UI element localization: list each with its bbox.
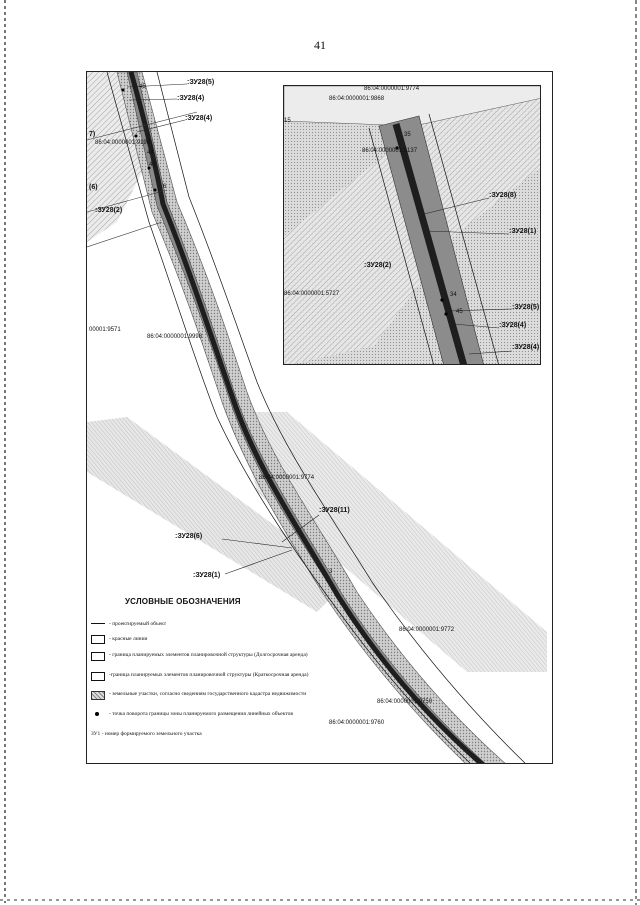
- label-parcel-9772: 86:04:0000001:9772: [399, 627, 455, 633]
- scan-edge-right: [635, 0, 637, 905]
- inset-label-zu28-2: :ЗУ28(2): [364, 262, 392, 269]
- legend-text: - красные линии: [109, 636, 148, 642]
- inset-label-pt-35: 35: [404, 132, 411, 138]
- label-pt-43: 43: [149, 162, 156, 168]
- inset-label-parcel-5727: 86:04:0000001:5727: [284, 291, 340, 297]
- label-parcel-9760: 86:04:0000001:9760: [329, 720, 385, 726]
- label-pt-44: 44: [147, 150, 154, 156]
- legend-symbol-box: [91, 652, 105, 661]
- label-parcel-9571: 00001:9571: [89, 327, 121, 333]
- inset-label-parcel-5137: 86:04:0000001:5137: [362, 148, 418, 154]
- inset-label-parcel-9868: 86:04:0000001:9868: [329, 96, 385, 102]
- page-number: 41: [314, 38, 326, 52]
- label-zu28-1: :ЗУ28(1): [193, 572, 221, 579]
- inset-turn-point: [444, 312, 447, 315]
- inset-label-pt-34: 34: [450, 292, 457, 298]
- scan-edge-left: [4, 0, 6, 905]
- label-zu28-4a: :ЗУ28(4): [177, 95, 205, 102]
- inset-label-parcel-top: 86:04:0000001:9774: [364, 86, 420, 92]
- legend-symbol-line: [91, 623, 105, 624]
- inset-label-pt-45: 45: [456, 309, 463, 315]
- scan-edge-bottom: [0, 899, 640, 901]
- legend-symbol-box: [91, 672, 105, 681]
- label-parcel-9750: 86:04:0000001:9750: [377, 699, 433, 705]
- label-pt-6: 6: [163, 184, 167, 190]
- label-pt-3: 3: [329, 569, 333, 575]
- legend-text: - земельные участки, согласно сведениям государственного кадастра недвижимости: [109, 691, 307, 697]
- label-parcel-9774: 86:04:0000001:9774: [259, 475, 315, 481]
- legend-text: ЗУ1 - номер формируемого земельного участка: [91, 731, 202, 737]
- map-frame: [86, 71, 553, 764]
- label-parcel-9198: 86:04:0000001:9198: [95, 140, 151, 146]
- label-zu28-6: :ЗУ28(6): [175, 533, 203, 540]
- inset-label-zu28-8: :ЗУ28(8): [489, 192, 517, 199]
- label-left-6: (6): [89, 184, 98, 191]
- turn-point: [154, 189, 157, 192]
- label-left-7: 7): [89, 131, 96, 138]
- legend-title: УСЛОВНЫЕ ОБОЗНАЧЕНИЯ: [125, 597, 241, 606]
- legend-text: -граница планируемых элементов планировочной структуры (Краткосрочная аренда): [109, 672, 309, 678]
- label-pt-45: 45: [139, 84, 146, 90]
- legend-text: - граница планируемых элементов планировочной структуры (Долгосрочная аренда): [109, 652, 308, 658]
- legend-text: - проектируемый объект: [109, 621, 167, 627]
- label-zu28-2: :ЗУ28(2): [95, 207, 123, 214]
- inset-turn-point: [440, 298, 443, 301]
- inset-label-pt-15: 15: [284, 118, 291, 124]
- inset-label-zu28-5: :ЗУ28(5): [512, 304, 540, 311]
- label-zu28-5: :ЗУ28(5): [187, 79, 215, 86]
- legend-symbol-hatch: [91, 691, 105, 700]
- legend-symbol-point: [95, 712, 99, 716]
- label-parcel-9998: 86:04:0000001:9998: [147, 334, 203, 340]
- inset-label-zu28-4a: :ЗУ28(4): [499, 322, 527, 329]
- turn-point: [122, 89, 125, 92]
- inset-label-zu28-4b: :ЗУ28(4): [512, 344, 540, 351]
- label-zu28-4b: :ЗУ28(4): [185, 115, 213, 122]
- inset-label-zu28-1: :ЗУ28(1): [509, 228, 537, 235]
- inset-map: [283, 85, 541, 365]
- label-zu28-11: :ЗУ28(11): [319, 507, 350, 514]
- turn-point: [135, 135, 138, 138]
- legend-text: - точка поворота границы зоны планируемого размещения линейных объектов: [109, 711, 294, 717]
- legend-symbol-box-thick: [91, 635, 105, 644]
